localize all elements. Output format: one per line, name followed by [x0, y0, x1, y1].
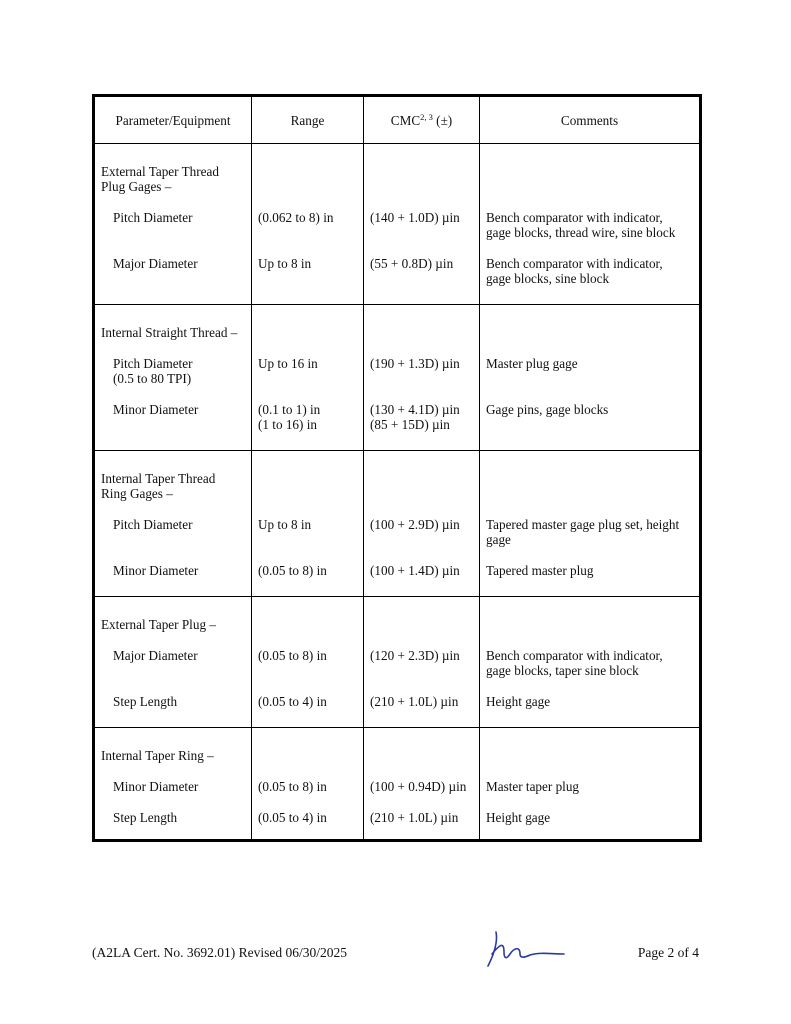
- range-line: Up to 16 in: [258, 356, 318, 371]
- range-cell: [252, 144, 364, 305]
- table-header-row: [94, 96, 701, 144]
- comment-line: Master taper plug: [486, 779, 580, 794]
- parameter-value: [101, 563, 245, 578]
- header-range: Range: [252, 96, 364, 144]
- cmc-value: [370, 648, 473, 678]
- parameter-value: [101, 779, 245, 794]
- parameter-value: [101, 210, 245, 240]
- cmc-line: (210 + 1.0L) µin: [370, 694, 459, 709]
- cmc-value: [370, 256, 473, 286]
- parameter-line: (0.5 to 80 TPI): [113, 371, 192, 386]
- cmc-value: [370, 210, 473, 240]
- range-value: [258, 210, 357, 240]
- comment-value: [486, 779, 693, 794]
- parameter-line: Pitch Diameter: [113, 356, 193, 371]
- comment-line: gage blocks, thread wire, sine block: [486, 225, 676, 240]
- header-cmc-base: CMC: [390, 112, 421, 128]
- parameter-line: Pitch Diameter: [113, 210, 193, 225]
- cmc-value: [370, 810, 473, 825]
- comment-cell: [480, 597, 701, 728]
- cmc-line: (100 + 1.4D) µin: [370, 563, 460, 578]
- comment-cell: [480, 728, 701, 841]
- parameter-value: [101, 356, 245, 386]
- cmc-cell: [364, 597, 480, 728]
- table-group-row: [94, 305, 701, 451]
- cmc-value: [370, 402, 473, 432]
- range-line: (1 to 16) in: [258, 417, 317, 432]
- range-line: (0.05 to 4) in: [258, 694, 327, 709]
- cmc-value: [370, 517, 473, 547]
- range-line: (0.1 to 1) in: [258, 402, 321, 417]
- cmc-cell: [364, 144, 480, 305]
- range-value: [258, 563, 357, 578]
- comment-line: Master plug gage: [486, 356, 578, 371]
- range-line: Up to 8 in: [258, 256, 312, 271]
- comment-cell: [480, 451, 701, 597]
- range-cell: [252, 728, 364, 841]
- comment-line: Bench comparator with indicator,: [486, 210, 663, 225]
- parameter-cell: [94, 144, 252, 305]
- comment-value: [486, 563, 693, 578]
- group-title-line: External Taper Thread: [101, 164, 219, 179]
- cmc-cell: [364, 305, 480, 451]
- range-line: (0.05 to 4) in: [258, 810, 327, 825]
- comment-value: [486, 810, 693, 825]
- footer-page-number: Page 2 of 4: [637, 945, 699, 960]
- comment-line: Tapered master plug: [486, 563, 594, 578]
- group-title-line: Plug Gages –: [101, 179, 172, 194]
- table-group-row: [94, 451, 701, 597]
- parameter-value: [101, 648, 245, 678]
- cmc-line: (100 + 2.9D) µin: [370, 517, 460, 532]
- cmc-value: [370, 779, 473, 794]
- cmc-line: (85 + 15D) µin: [370, 417, 450, 432]
- comment-line: gage: [486, 532, 511, 547]
- parameter-line: Step Length: [113, 810, 178, 825]
- header-cmc-plusminus: (±): [432, 112, 453, 128]
- comment-value: [486, 694, 693, 709]
- cmc-line: (190 + 1.3D) µin: [370, 356, 460, 371]
- comment-value: [486, 648, 693, 678]
- cmc-value: [370, 694, 473, 709]
- parameter-value: [101, 517, 245, 547]
- group-title-line: Internal Taper Ring –: [101, 748, 214, 763]
- comment-line: gage blocks, taper sine block: [486, 663, 639, 678]
- header-comments: Comments: [480, 96, 701, 144]
- comment-cell: [480, 305, 701, 451]
- comment-value: [486, 517, 693, 547]
- group-title-line: External Taper Plug –: [101, 617, 216, 632]
- comment-line: Bench comparator with indicator,: [486, 256, 663, 271]
- range-line: (0.05 to 8) in: [258, 779, 327, 794]
- range-cell: [252, 597, 364, 728]
- parameter-value: [101, 256, 245, 286]
- parameter-cell: [94, 451, 252, 597]
- range-line: Up to 8 in: [258, 517, 312, 532]
- comment-value: [486, 402, 693, 432]
- comment-value: [486, 356, 693, 386]
- group-title-line: Internal Taper Thread: [101, 471, 216, 486]
- table-group-row: [94, 728, 701, 841]
- comment-line: Height gage: [486, 810, 551, 825]
- range-value: [258, 810, 357, 825]
- range-value: [258, 694, 357, 709]
- cmc-value: [370, 563, 473, 578]
- parameter-line: Step Length: [113, 694, 178, 709]
- parameter-value: [101, 402, 245, 432]
- comment-line: Gage pins, gage blocks: [486, 402, 609, 417]
- comment-cell: [480, 144, 701, 305]
- cmc-value: [370, 356, 473, 386]
- range-value: [258, 356, 357, 386]
- range-value: [258, 517, 357, 547]
- cmc-cell: [364, 728, 480, 841]
- group-title-line: Ring Gages –: [101, 486, 173, 501]
- table-group-row: [94, 144, 701, 305]
- cmc-line: (140 + 1.0D) µin: [370, 210, 460, 225]
- range-line: (0.062 to 8) in: [258, 210, 334, 225]
- comment-value: [486, 256, 693, 286]
- cmc-line: (100 + 0.94D) µin: [370, 779, 467, 794]
- range-cell: [252, 305, 364, 451]
- cmc-line: (55 + 0.8D) µin: [370, 256, 454, 271]
- comment-line: Bench comparator with indicator,: [486, 648, 663, 663]
- parameter-line: Pitch Diameter: [113, 517, 193, 532]
- group-title-line: Internal Straight Thread –: [101, 325, 238, 340]
- parameter-value: [101, 810, 245, 825]
- parameter-line: Major Diameter: [113, 256, 198, 271]
- footer-cert-number: (A2LA Cert. No. 3692.01) Revised 06/30/2025: [92, 945, 347, 960]
- range-line: (0.05 to 8) in: [258, 563, 327, 578]
- header-cmc-superscript: 2, 3: [420, 111, 433, 122]
- range-cell: [252, 451, 364, 597]
- parameter-cell: [94, 728, 252, 841]
- cmc-line: (210 + 1.0L) µin: [370, 810, 459, 825]
- parameter-cell: [94, 305, 252, 451]
- calibration-table: [92, 94, 702, 842]
- comment-value: [486, 210, 693, 240]
- comment-line: gage blocks, sine block: [486, 271, 610, 286]
- parameter-value: [101, 694, 245, 709]
- range-value: [258, 256, 357, 286]
- range-value: [258, 648, 357, 678]
- comment-line: Height gage: [486, 694, 551, 709]
- cmc-cell: [364, 451, 480, 597]
- header-cmc: [364, 96, 480, 144]
- cmc-line: (120 + 2.3D) µin: [370, 648, 460, 663]
- range-value: [258, 779, 357, 794]
- parameter-line: Minor Diameter: [113, 779, 199, 794]
- parameter-line: Major Diameter: [113, 648, 198, 663]
- range-line: (0.05 to 8) in: [258, 648, 327, 663]
- range-value: [258, 402, 357, 432]
- parameter-cell: [94, 597, 252, 728]
- table-group-row: [94, 597, 701, 728]
- cmc-line: (130 + 4.1D) µin: [370, 402, 460, 417]
- parameter-line: Minor Diameter: [113, 563, 199, 578]
- signature-mark: [482, 928, 566, 970]
- header-parameter: Parameter/Equipment: [94, 96, 252, 144]
- parameter-line: Minor Diameter: [113, 402, 199, 417]
- comment-line: Tapered master gage plug set, height: [486, 517, 680, 532]
